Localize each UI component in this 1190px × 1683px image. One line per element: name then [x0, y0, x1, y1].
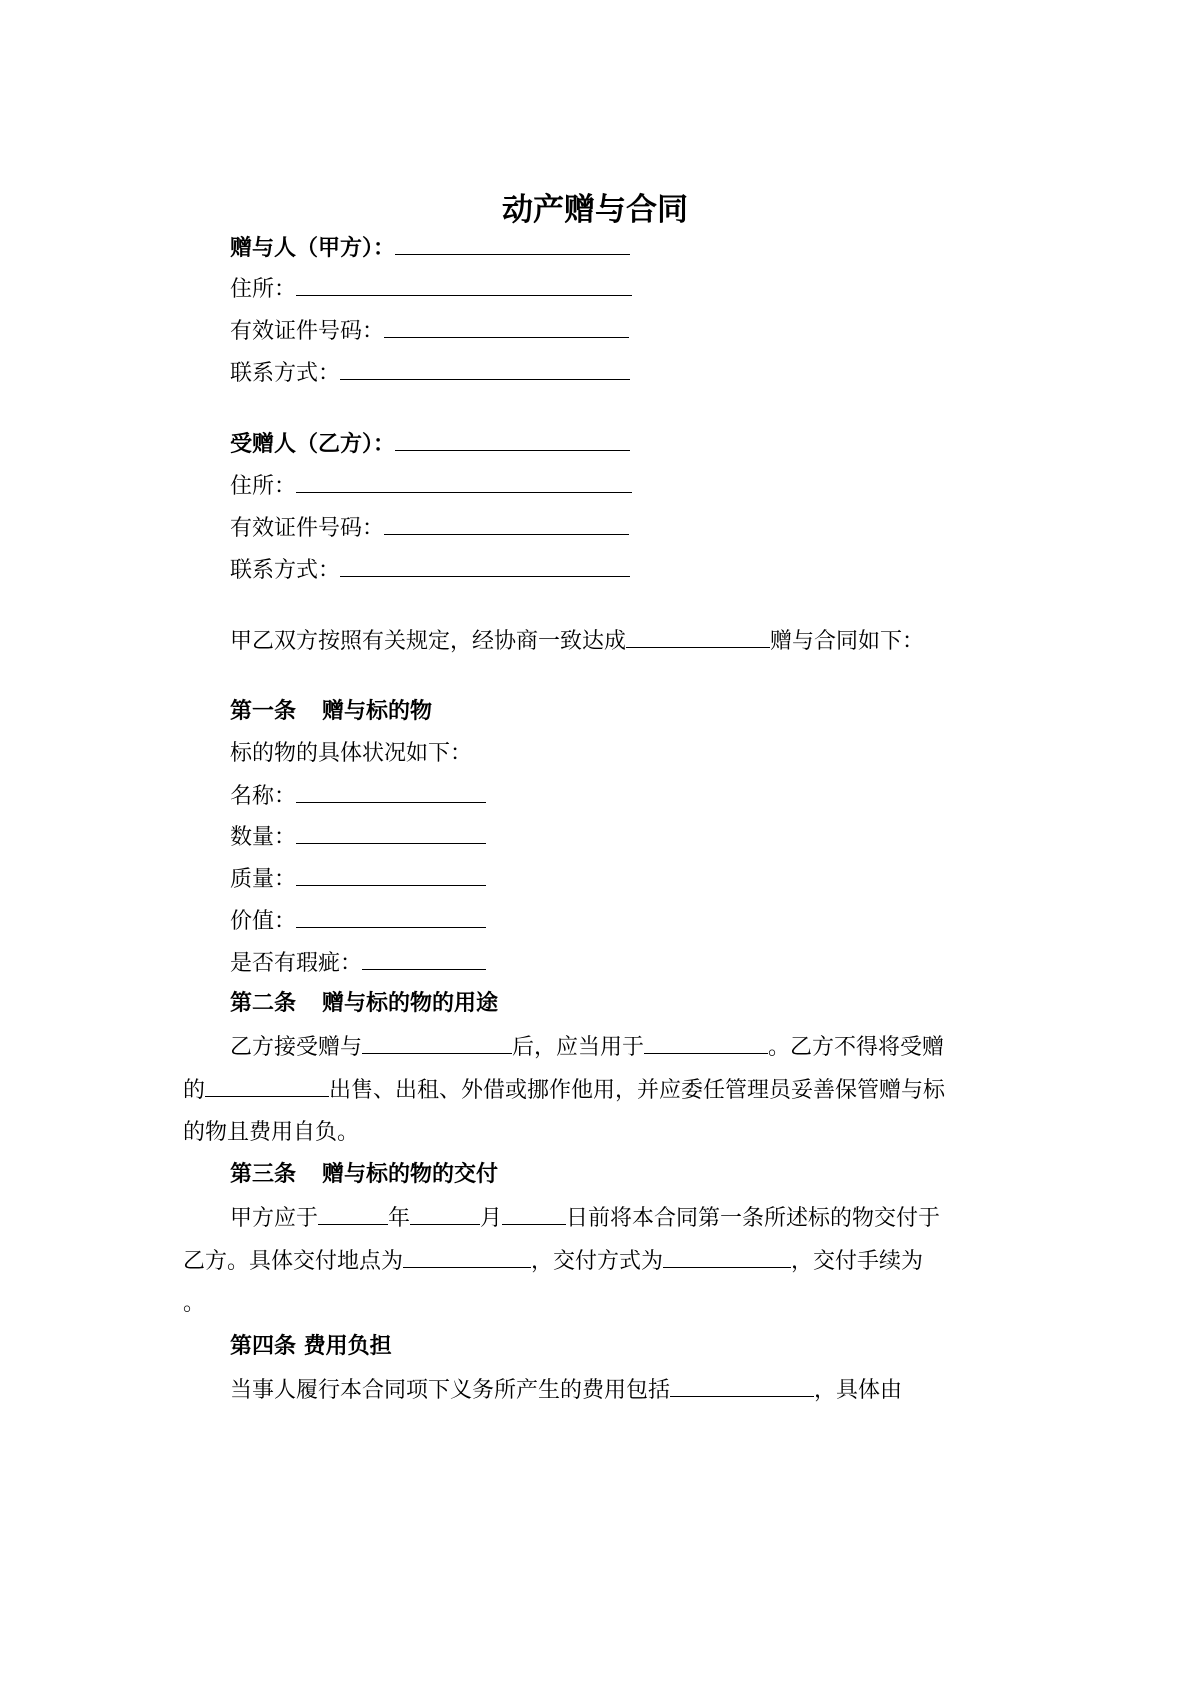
preamble-blank[interactable] — [626, 625, 770, 648]
article2-heading — [230, 988, 498, 1020]
donee-id-blank[interactable] — [384, 512, 629, 535]
article3-text: 月 — [480, 1206, 503, 1231]
donee-address-blank[interactable] — [296, 470, 632, 493]
article2-line1 — [230, 1031, 944, 1063]
article2-title: 赠与标的物的用途 — [322, 991, 499, 1016]
item-value-label: 价值： — [230, 909, 297, 934]
donee-id-line — [230, 512, 629, 544]
article2-line2 — [183, 1074, 945, 1106]
donor-address-label: 住所： — [230, 277, 297, 302]
article2-number: 第二条 — [230, 991, 297, 1016]
article4-text: ，具体由 — [814, 1378, 903, 1403]
delivery-place-blank[interactable] — [403, 1245, 531, 1268]
item-defect-label: 是否有瑕疵： — [230, 951, 363, 976]
article1-title: 赠与标的物 — [322, 699, 433, 724]
donee-address-line — [230, 470, 632, 502]
article4-text: 当事人履行本合同项下义务所产生的费用包括 — [230, 1378, 671, 1403]
preamble-line — [230, 625, 924, 657]
article1-intro: 标的物的具体状况如下： — [230, 741, 473, 766]
article1-heading — [230, 696, 432, 728]
article3-text: 年 — [388, 1206, 411, 1231]
article2-text: 乙方接受赠与 — [230, 1035, 363, 1060]
article3-line2 — [183, 1245, 923, 1277]
donor-id-label: 有效证件号码： — [230, 319, 385, 344]
delivery-day-blank[interactable] — [502, 1202, 566, 1225]
donor-heading: 赠与人（甲方）： — [230, 236, 396, 261]
item-defect-line — [230, 947, 486, 979]
donee-address-label: 住所： — [230, 474, 297, 499]
article3-line1 — [230, 1202, 940, 1234]
donor-id-blank[interactable] — [384, 315, 629, 338]
article4-heading: 第四条 费用负担 — [230, 1334, 392, 1359]
donor-id-line — [230, 315, 629, 347]
article2-text: 的 — [183, 1078, 206, 1103]
article2-gift-blank[interactable] — [362, 1031, 512, 1054]
article3-text: 日前将本合同第一条所述标的物交付于 — [566, 1206, 941, 1231]
donee-id-label: 有效证件号码： — [230, 516, 385, 541]
delivery-month-blank[interactable] — [410, 1202, 480, 1225]
donor-contact-label: 联系方式： — [230, 361, 341, 386]
article4-line1 — [230, 1374, 902, 1406]
item-quantity-line — [230, 821, 486, 853]
donee-heading: 受赠人（乙方）： — [230, 432, 396, 457]
article3-text: ，交付手续为 — [791, 1249, 924, 1274]
donee-line — [230, 428, 630, 460]
donor-address-blank[interactable] — [296, 273, 632, 296]
article2-text: 后，应当用于 — [512, 1035, 645, 1060]
article3-number: 第三条 — [230, 1162, 297, 1187]
expenses-blank[interactable] — [670, 1374, 814, 1397]
article3-heading — [230, 1159, 498, 1191]
item-quality-blank[interactable] — [296, 863, 486, 886]
donor-contact-blank[interactable] — [340, 357, 630, 380]
donor-line — [230, 232, 630, 264]
item-name-label: 名称： — [230, 784, 297, 809]
article2-item-blank[interactable] — [205, 1074, 329, 1097]
article3-text: 甲方应于 — [230, 1206, 319, 1231]
donor-address-line — [230, 273, 632, 305]
donee-contact-line — [230, 554, 630, 586]
item-value-blank[interactable] — [296, 905, 486, 928]
delivery-method-blank[interactable] — [663, 1245, 791, 1268]
donee-contact-blank[interactable] — [340, 554, 630, 577]
article1-number: 第一条 — [230, 699, 297, 724]
item-quantity-blank[interactable] — [296, 821, 486, 844]
article2-purpose-blank[interactable] — [644, 1031, 768, 1054]
donor-name-blank[interactable] — [395, 232, 630, 255]
item-quality-label: 质量： — [230, 867, 297, 892]
preamble-after: 赠与合同如下： — [770, 629, 925, 654]
item-quantity-label: 数量： — [230, 825, 297, 850]
item-name-line — [230, 780, 486, 812]
donor-contact-line — [230, 357, 630, 389]
article2-text: 。乙方不得将受赠 — [768, 1035, 945, 1060]
item-value-line — [230, 905, 486, 937]
donee-name-blank[interactable] — [395, 428, 630, 451]
item-defect-blank[interactable] — [362, 947, 486, 970]
delivery-year-blank[interactable] — [318, 1202, 388, 1225]
article3-text: ，交付方式为 — [531, 1249, 664, 1274]
article3-text: 乙方。具体交付地点为 — [183, 1249, 404, 1274]
article2-line3: 的物且费用自负。 — [183, 1120, 360, 1145]
article2-text: 出售、出租、外借或挪作他用，并应委任管理员妥善保管赠与标 — [329, 1078, 946, 1103]
item-quality-line — [230, 863, 486, 895]
article3-title: 赠与标的物的交付 — [322, 1162, 499, 1187]
document-title: 动产赠与合同 — [502, 192, 688, 228]
article3-line3: 。 — [183, 1291, 206, 1316]
item-name-blank[interactable] — [296, 780, 486, 803]
donee-contact-label: 联系方式： — [230, 558, 341, 583]
preamble-before: 甲乙双方按照有关规定，经协商一致达成 — [230, 629, 627, 654]
